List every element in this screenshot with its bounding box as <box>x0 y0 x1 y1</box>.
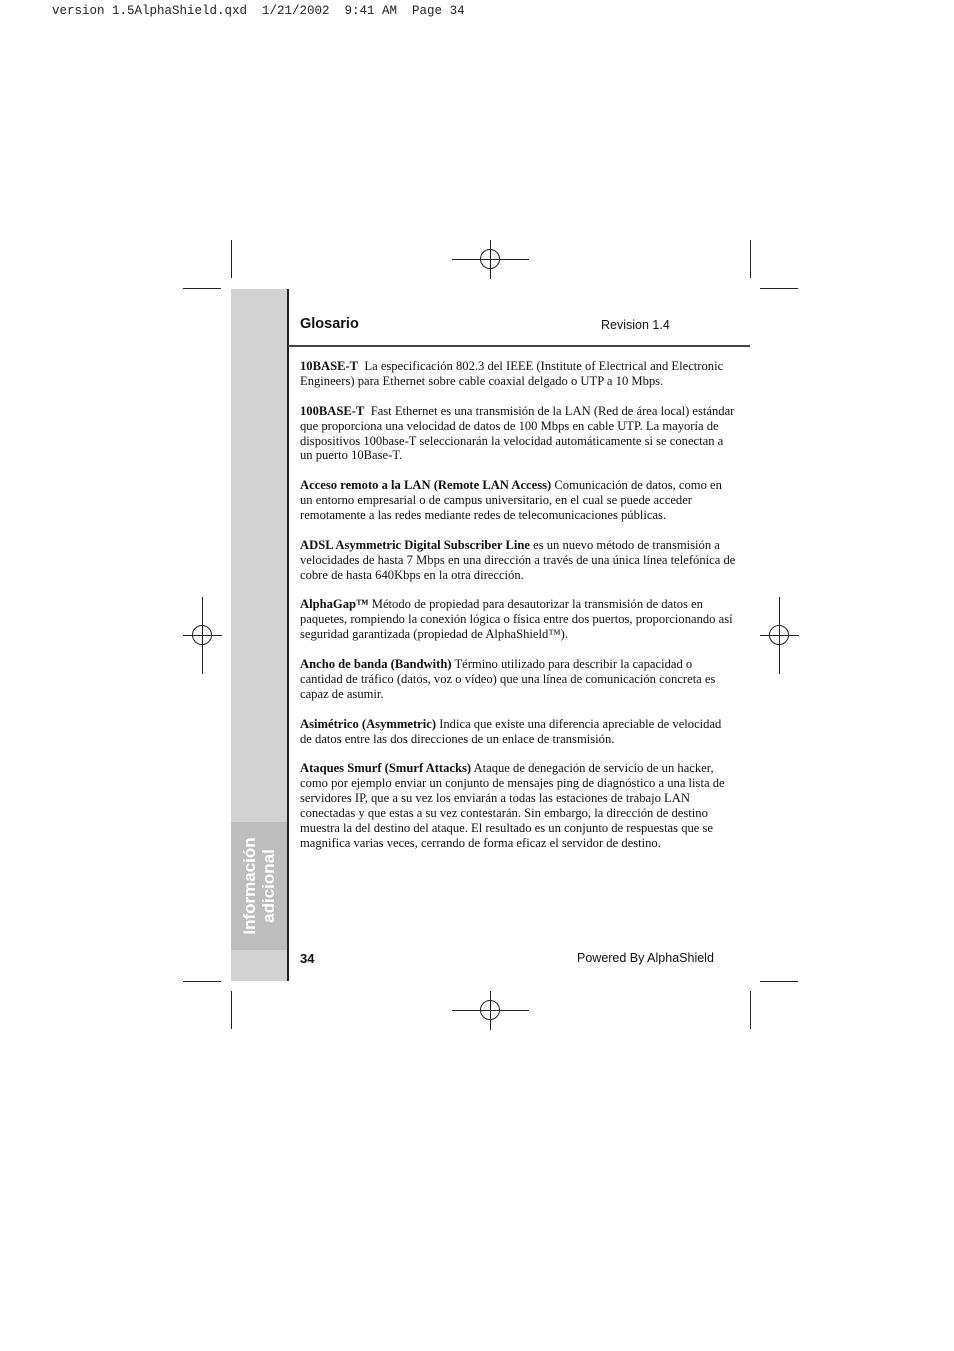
section-sidebar <box>231 289 287 981</box>
glossary-entry <box>300 359 736 389</box>
crop-mark <box>183 981 221 982</box>
glossary-definition: Comunicación de datos, como en un entorno empresarial o de campus universitario, en el cual se puede acceder remotamente a las redes mediante redes de telecomunicaciones públicas. <box>300 478 722 523</box>
crop-mark <box>760 981 798 982</box>
crop-mark <box>231 991 232 1029</box>
glossary-definition: Fast Ethernet es una transmisión de la LAN (Red de área local) estándar que proporciona una velocidad de datos de 100 Mbps en cable UTP. La mayoría de dispositivos 100base-T seleccionarán la velocidad automáticamente si se conectan a un puerto 10Base-T. <box>300 403 735 463</box>
header-rule <box>288 345 750 347</box>
section-tab-line1: Información <box>240 837 259 935</box>
glossary-entry <box>300 761 736 850</box>
section-tab <box>231 822 287 950</box>
glossary-term: AlphaGap™ <box>300 597 369 612</box>
glossary-definition: es un nuevo método de transmisión a velocidades de hasta 7 Mbps en una dirección a través de una única línea telefónica de cobre de hasta 640Kbps en la otra dirección. <box>300 537 736 582</box>
glossary-definition: Indica que existe una diferencia apreciable de velocidad de datos entre las dos direcciones de un enlace de transmisión. <box>300 716 722 746</box>
section-tab-line2: adicional <box>259 849 278 923</box>
page-title: Glosario <box>300 316 359 332</box>
registration-circle-icon <box>769 625 789 645</box>
glossary-term: 10BASE-T <box>300 359 359 373</box>
crop-mark <box>750 240 751 278</box>
glossary-entry <box>300 538 736 583</box>
revision-label: Revision 1.4 <box>601 318 670 332</box>
glossary-content <box>300 359 736 866</box>
section-tab-label <box>240 837 278 934</box>
registration-circle-icon <box>480 249 500 269</box>
glossary-entry <box>300 404 736 464</box>
registration-circle-icon <box>192 625 212 645</box>
glossary-term: Acceso remoto a la LAN (Remote LAN Access) <box>300 478 552 493</box>
glossary-term: Asimétrico (Asymmetric) <box>300 716 437 731</box>
glossary-entry <box>300 717 736 747</box>
file-slug: version 1.5AlphaShield.qxd 1/21/2002 9:41 AM Page 34 <box>52 4 465 18</box>
glossary-term: Ancho de banda (Bandwith) <box>300 657 452 672</box>
glossary-definition: La especificación 802.3 del IEEE (Institute of Electrical and Electronic Engineers) para Ethernet sobre cable coaxial delgado o UTP a 10 Mbps. <box>300 359 724 388</box>
sidebar-divider <box>287 289 289 981</box>
crop-mark <box>750 991 751 1029</box>
glossary-entry <box>300 657 736 702</box>
glossary-entry <box>300 597 736 642</box>
glossary-definition: Método de propiedad para desautorizar la transmisión de datos en paquetes, rompiendo la conexión lógica o física entre dos puertos, proporcionando así seguridad garantizada (propiedad de AlphaShield™). <box>300 597 733 642</box>
crop-mark <box>231 240 232 278</box>
crop-mark <box>760 288 798 289</box>
registration-circle-icon <box>480 1000 500 1020</box>
page-number: 34 <box>300 951 315 966</box>
glossary-term: ADSL Asymmetric Digital Subscriber Line <box>300 537 530 552</box>
powered-by-label: Powered By AlphaShield <box>577 951 714 965</box>
glossary-term: 100BASE-T <box>300 403 365 418</box>
glossary-definition: Ataque de denegación de servicio de un hacker, como por ejemplo enviar un conjunto de mensajes ping de diagnóstico a una lista de servidores IP, que a su vez los enviarán a todas las estaciones de trabajo LAN conectadas y que estas a su vez contestarán. Sin embargo, la dirección de destino muestra la del destino del ataque. El resultado es un conjunto de respuestas que se magnifica varias veces, cerrando de forma eficaz el servidor de destino. <box>300 761 725 850</box>
glossary-term: Ataques Smurf (Smurf Attacks) <box>300 761 472 776</box>
glossary-definition: Término utilizado para describir la capacidad o cantidad de tráfico (datos, voz o vídeo) que una línea de comunicación concreta es capaz de asumir. <box>300 657 716 701</box>
glossary-entry <box>300 478 736 523</box>
crop-mark <box>183 288 221 289</box>
